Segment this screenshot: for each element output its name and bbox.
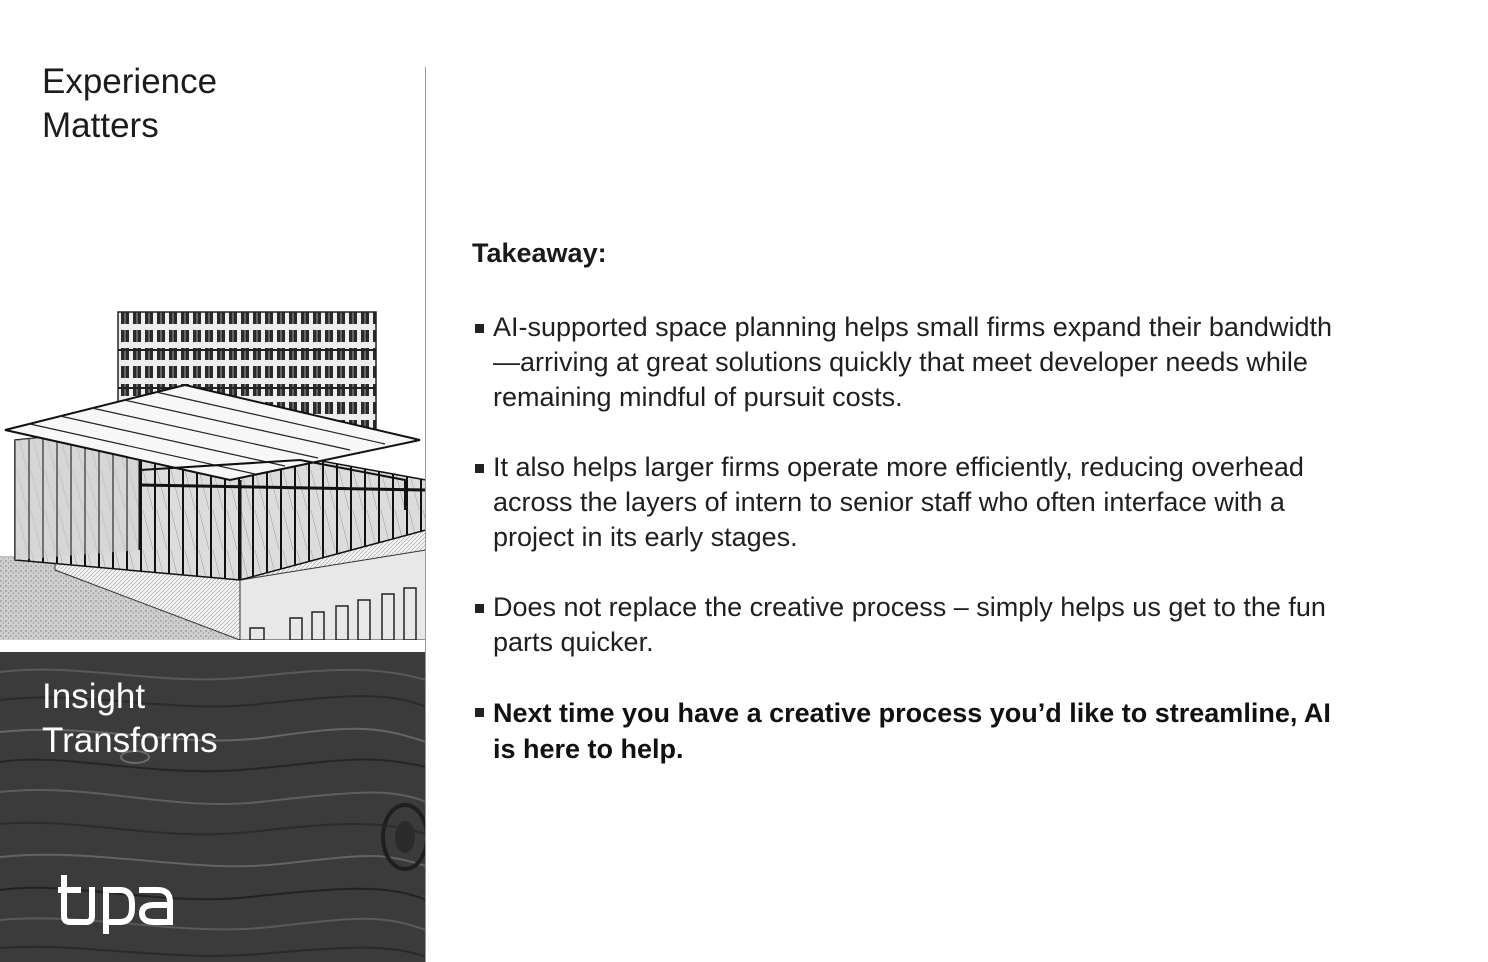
bottom-heading (42, 675, 218, 763)
takeaway-list (472, 310, 1332, 767)
bullet-square-icon (475, 604, 484, 613)
top-heading-line-2: Matters (42, 106, 159, 145)
building-sketch-image (0, 310, 426, 640)
vertical-divider (425, 67, 426, 962)
bullet-square-icon (475, 708, 484, 717)
list-item (472, 310, 1332, 415)
top-heading (42, 60, 217, 148)
tjpa-logo (58, 872, 188, 934)
main-content (472, 236, 1332, 802)
top-heading-line-1: Experience (42, 62, 218, 101)
list-item (472, 695, 1332, 767)
bullet-square-icon (475, 324, 484, 333)
list-item-text: AI-supported space planning helps small firms expand their bandwidth—arriving at great solutions quickly that meet developer needs while remaining mindful of pursuit costs. (493, 312, 1332, 412)
list-item-text: It also helps larger firms operate more efficiently, reducing overhead across the layers of intern to senior staff who often interface with a project in its early stages. (493, 452, 1304, 552)
list-item (472, 450, 1332, 555)
takeaway-title: Takeaway: (472, 238, 607, 268)
bottom-heading-line-2: Transforms (42, 721, 218, 760)
bottom-heading-line-1: Insight (42, 677, 146, 716)
list-item-text: Does not replace the creative process – simply helps us get to the fun parts quicker. (493, 592, 1326, 657)
list-item (472, 590, 1332, 660)
sidebar (0, 0, 426, 962)
list-item-text: Next time you have a creative process you’d like to streamline, AI is here to help. (493, 698, 1331, 764)
bullet-square-icon (475, 464, 484, 473)
